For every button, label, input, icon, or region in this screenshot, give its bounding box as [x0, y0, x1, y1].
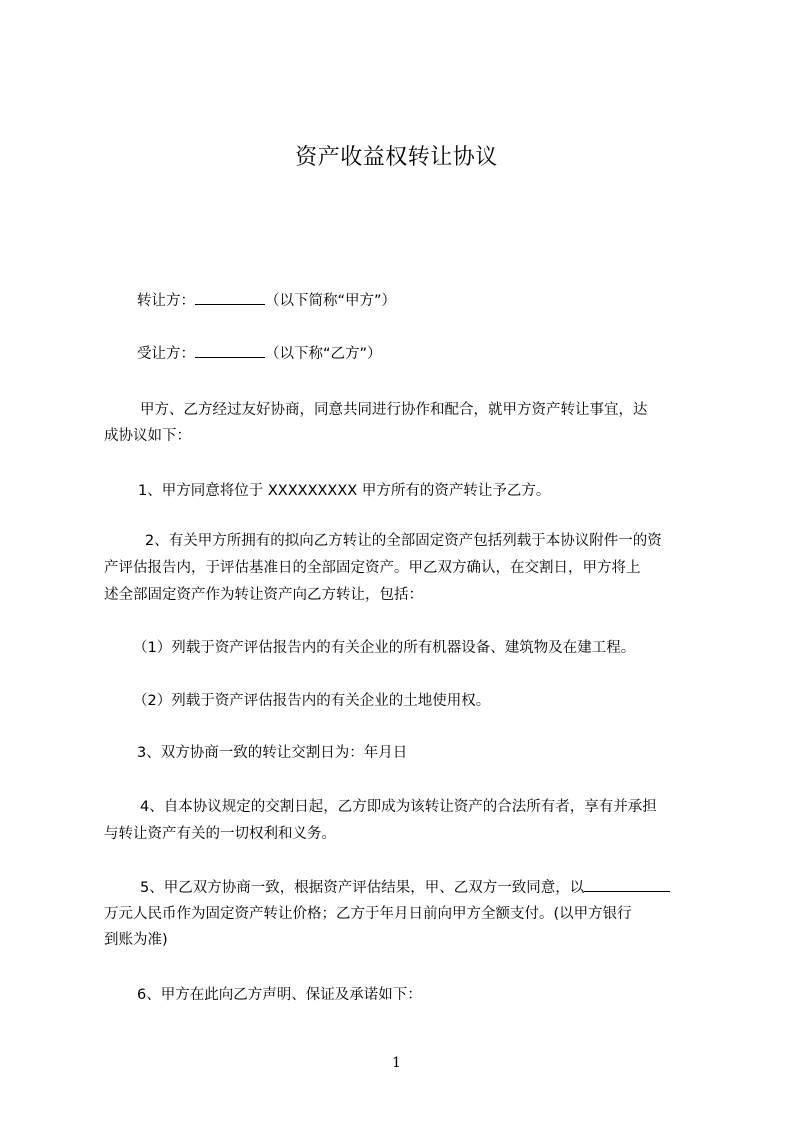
transferee-label: 受让方：: [137, 346, 195, 362]
document-title: 资产收益权转让协议: [295, 145, 498, 170]
intro-line-1: 甲方、乙方经过友好协商，同意共同进行协作和配合，就甲方资产转让事宜，达: [140, 402, 648, 418]
transferor-note: （以下简称“甲方”）: [265, 293, 397, 309]
transferor-line: [137, 290, 396, 311]
transferee-line: [137, 343, 382, 364]
page-number: 1: [392, 1055, 401, 1071]
transferee-blank: [195, 343, 265, 358]
clause-2-line-2: 产评估报告内，于评估基准日的全部固定资产。甲乙双方确认，在交割日，甲方将上: [104, 560, 641, 576]
clause-3: 3、双方协商一致的转让交割日为：年月日: [137, 745, 408, 761]
item-2: （2）列载于资产评估报告内的有关企业的土地使用权。: [133, 693, 491, 709]
clause-5-line-1: [140, 877, 670, 898]
price-blank: [584, 877, 670, 892]
intro-line-2: 成协议如下：: [104, 428, 191, 444]
clause-5-text: 5、甲乙双方协商一致，根据资产评估结果，甲、乙双方一致同意，以: [140, 880, 585, 896]
clause-4-line-1: 4、自本协议规定的交割日起，乙方即成为该转让资产的合法所有者，享有并承担: [140, 799, 657, 815]
clause-1: 1、甲方同意将位于 XXXXXXXXX 甲方所有的资产转让予乙方。: [138, 483, 551, 499]
clause-4-line-2: 与转让资产有关的一切权利和义务。: [104, 826, 336, 842]
clause-5-line-3: 到账为准): [104, 932, 168, 948]
clause-2-line-3: 述全部固定资产作为转让资产向乙方转让，包括：: [104, 587, 423, 603]
transferor-label: 转让方：: [137, 293, 195, 309]
clause-2-line-1: 2、有关甲方所拥有的拟向乙方转让的全部固定资产包括列载于本协议附件一的资: [145, 533, 662, 549]
clause-5-line-2: 万元人民币作为固定资产转让价格；乙方于年月日前向甲方全额支付。(以甲方银行: [104, 906, 632, 922]
clause-6: 6、甲方在此向乙方声明、保证及承诺如下：: [137, 987, 422, 1003]
item-1: （1）列载于资产评估报告内的有关企业的所有机器设备、建筑物及在建工程。: [133, 640, 636, 656]
transferor-blank: [195, 290, 265, 305]
transferee-note: （以下称“乙方”）: [265, 346, 382, 362]
